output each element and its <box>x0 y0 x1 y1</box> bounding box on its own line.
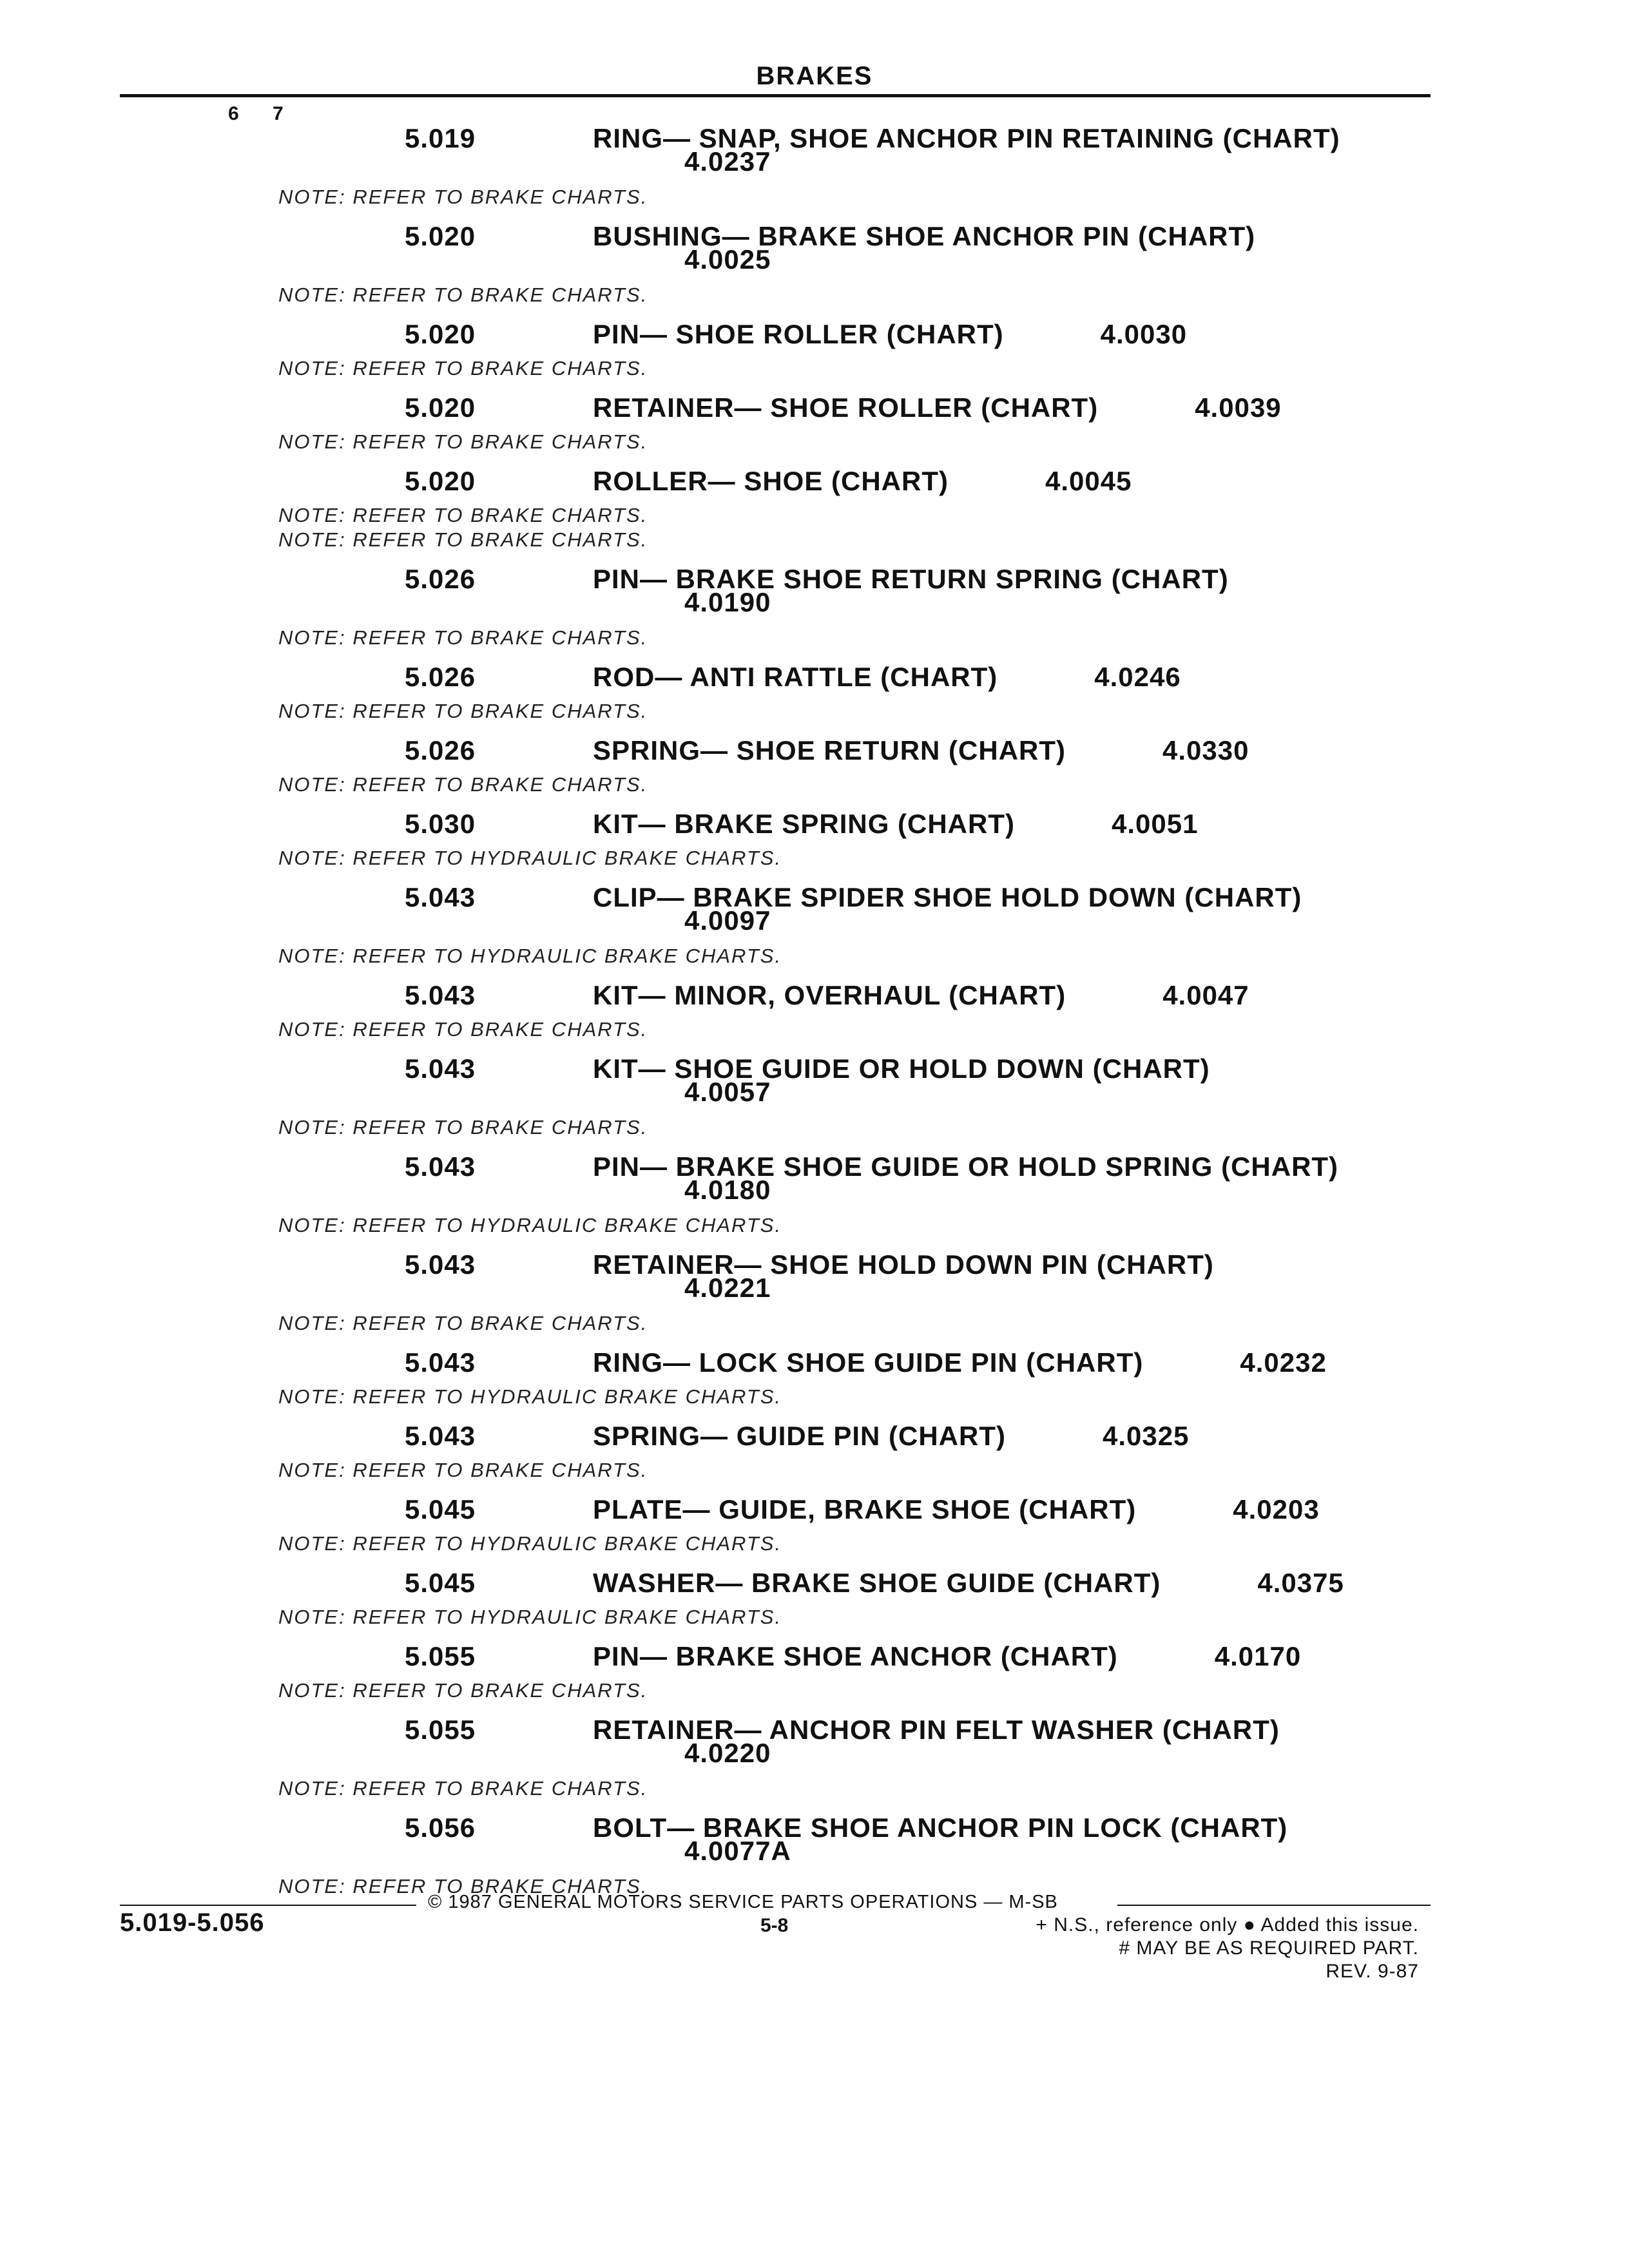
entry-note: NOTE: REFER TO HYDRAULIC BRAKE CHARTS. <box>278 1606 782 1628</box>
part-description-text: BOLT— BRAKE SHOE ANCHOR PIN LOCK (CHART) <box>593 1812 1288 1843</box>
part-number: 5.026 <box>405 735 476 765</box>
part-description <box>593 1568 1344 1598</box>
entry-note: NOTE: REFER TO BRAKE CHARTS. <box>278 1018 648 1041</box>
part-description <box>593 466 1132 496</box>
reference-code: 4.0232 <box>1240 1347 1327 1378</box>
entry-note: NOTE: REFER TO HYDRAULIC BRAKE CHARTS. <box>278 1385 782 1408</box>
part-number: 5.043 <box>405 1421 476 1451</box>
part-description-text: RETAINER— ANCHOR PIN FELT WASHER (CHART) <box>593 1715 1280 1745</box>
part-number: 5.020 <box>405 466 476 496</box>
part-description <box>593 1642 1301 1671</box>
part-number: 5.030 <box>405 809 476 839</box>
footer-range: 5.019-5.056 <box>120 1908 265 1937</box>
footer-legend <box>1036 1914 1419 1983</box>
reference-code: 4.0039 <box>1195 392 1282 423</box>
entry-note: NOTE: REFER TO BRAKE CHARTS. <box>278 357 648 380</box>
column-number: 7 <box>273 103 285 124</box>
footer-rule-right <box>1117 1905 1431 1906</box>
entry-note: NOTE: REFER TO BRAKE CHARTS. <box>278 700 648 722</box>
reference-code: 4.0077A <box>684 1836 791 1866</box>
legend-line: + N.S., reference only ● Added this issue. <box>1036 1914 1419 1936</box>
part-description <box>593 662 1181 692</box>
part-description <box>593 981 1249 1010</box>
reference-code: 4.0051 <box>1111 809 1199 839</box>
reference-code: 4.0045 <box>1045 466 1132 496</box>
part-description <box>593 736 1249 765</box>
part-number: 5.020 <box>405 221 476 251</box>
entry-note: NOTE: REFER TO BRAKE CHARTS. <box>278 430 648 453</box>
reference-code: 4.0330 <box>1162 735 1249 765</box>
part-description <box>593 1348 1327 1378</box>
part-description-text: CLIP— BRAKE SPIDER SHOE HOLD DOWN (CHART) <box>593 882 1302 912</box>
part-number: 5.045 <box>405 1568 476 1598</box>
part-number: 5.020 <box>405 392 476 423</box>
entry-note: NOTE: REFER TO HYDRAULIC BRAKE CHARTS. <box>278 847 782 869</box>
reference-code: 4.0025 <box>684 244 771 274</box>
part-description <box>593 1421 1189 1451</box>
entry-note: NOTE: REFER TO BRAKE CHARTS. <box>278 1777 648 1800</box>
part-description-text: SPRING— GUIDE PIN (CHART) <box>593 1421 1007 1451</box>
column-number: 6 <box>228 103 240 124</box>
part-description <box>593 320 1187 349</box>
entry-note: NOTE: REFER TO BRAKE CHARTS. <box>278 186 648 208</box>
entry-note: NOTE: REFER TO BRAKE CHARTS. <box>278 1679 648 1702</box>
entry-note: NOTE: REFER TO BRAKE CHARTS. <box>278 1312 648 1334</box>
reference-code: 4.0190 <box>684 587 771 617</box>
part-number: 5.043 <box>405 1151 476 1182</box>
part-number: 5.019 <box>405 123 476 153</box>
part-description-text: PLATE— GUIDE, BRAKE SHOE (CHART) <box>593 1494 1137 1524</box>
part-number: 5.056 <box>405 1812 476 1843</box>
part-description-text: RETAINER— SHOE HOLD DOWN PIN (CHART) <box>593 1249 1214 1280</box>
reference-code: 4.0237 <box>684 146 771 177</box>
part-number: 5.055 <box>405 1715 476 1745</box>
part-number: 5.045 <box>405 1494 476 1524</box>
part-description <box>593 393 1282 423</box>
reference-code: 4.0097 <box>684 905 771 936</box>
part-number: 5.043 <box>405 980 476 1010</box>
page-number: 5-8 <box>760 1915 789 1936</box>
header-rule <box>120 94 1431 97</box>
part-description-text: PIN— BRAKE SHOE ANCHOR (CHART) <box>593 1641 1118 1671</box>
part-description-text: RETAINER— SHOE ROLLER (CHART) <box>593 392 1099 423</box>
reference-code: 4.0375 <box>1257 1568 1344 1598</box>
entry-note: NOTE: REFER TO HYDRAULIC BRAKE CHARTS. <box>278 1532 782 1555</box>
reference-code: 4.0221 <box>684 1273 771 1303</box>
reference-code: 4.0246 <box>1094 662 1181 692</box>
reference-code: 4.0220 <box>684 1738 771 1768</box>
entry-note: NOTE: REFER TO BRAKE CHARTS. <box>278 504 648 526</box>
part-number: 5.026 <box>405 564 476 594</box>
reference-code: 4.0170 <box>1214 1641 1302 1671</box>
column-numbers <box>228 103 311 125</box>
reference-code: 4.0325 <box>1103 1421 1190 1451</box>
footer-rule-left <box>120 1905 416 1906</box>
reference-code: 4.0057 <box>684 1077 771 1107</box>
part-number: 5.043 <box>405 1347 476 1378</box>
part-description-text: RING— LOCK SHOE GUIDE PIN (CHART) <box>593 1347 1144 1378</box>
entry-note: NOTE: REFER TO BRAKE CHARTS. <box>278 284 648 306</box>
part-description <box>593 809 1198 839</box>
part-number: 5.043 <box>405 1249 476 1280</box>
part-description-text: BUSHING— BRAKE SHOE ANCHOR PIN (CHART) <box>593 221 1256 251</box>
part-number: 5.043 <box>405 1053 476 1084</box>
part-description-text: KIT— MINOR, OVERHAUL (CHART) <box>593 980 1066 1010</box>
part-description-text: KIT— SHOE GUIDE OR HOLD DOWN (CHART) <box>593 1053 1210 1084</box>
part-description-text: PIN— BRAKE SHOE GUIDE OR HOLD SPRING (CHART) <box>593 1151 1339 1182</box>
part-number: 5.055 <box>405 1641 476 1671</box>
part-description-text: PIN— BRAKE SHOE RETURN SPRING (CHART) <box>593 564 1229 594</box>
part-description-text: KIT— BRAKE SPRING (CHART) <box>593 809 1015 839</box>
revision-label: REV. 9-87 <box>1325 1961 1419 1982</box>
entry-note: NOTE: REFER TO HYDRAULIC BRAKE CHARTS. <box>278 1214 782 1236</box>
reference-code: 4.0203 <box>1233 1494 1320 1524</box>
part-number: 5.020 <box>405 319 476 349</box>
entry-note: NOTE: REFER TO BRAKE CHARTS. <box>278 1116 648 1139</box>
entry-note: NOTE: REFER TO BRAKE CHARTS. <box>278 773 648 796</box>
reference-code: 4.0047 <box>1162 980 1249 1010</box>
entry-note: NOTE: REFER TO BRAKE CHARTS. <box>278 1875 648 1898</box>
part-number: 5.026 <box>405 662 476 692</box>
part-description <box>593 1495 1320 1524</box>
part-description-text: SPRING— SHOE RETURN (CHART) <box>593 735 1066 765</box>
entry-note: NOTE: REFER TO BRAKE CHARTS. <box>278 1459 648 1481</box>
page-title: BRAKES <box>756 62 873 90</box>
reference-code: 4.0180 <box>684 1175 771 1205</box>
part-description-text: ROD— ANTI RATTLE (CHART) <box>593 662 998 692</box>
entry-note: NOTE: REFER TO BRAKE CHARTS. <box>278 626 648 649</box>
part-number: 5.043 <box>405 882 476 912</box>
legend-line: # MAY BE AS REQUIRED PART. <box>1119 1937 1419 1959</box>
part-description-text: PIN— SHOE ROLLER (CHART) <box>593 319 1004 349</box>
part-description-text: WASHER— BRAKE SHOE GUIDE (CHART) <box>593 1568 1161 1598</box>
part-description-text: RING— SNAP, SHOE ANCHOR PIN RETAINING (CHART) <box>593 123 1340 153</box>
part-description-text: ROLLER— SHOE (CHART) <box>593 466 949 496</box>
footer-copyright: © 1987 GENERAL MOTORS SERVICE PARTS OPERATIONS — M-SB <box>428 1892 1058 1912</box>
entry-note: NOTE: REFER TO BRAKE CHARTS. <box>278 528 648 551</box>
reference-code: 4.0030 <box>1100 319 1188 349</box>
entry-note: NOTE: REFER TO HYDRAULIC BRAKE CHARTS. <box>278 945 782 967</box>
